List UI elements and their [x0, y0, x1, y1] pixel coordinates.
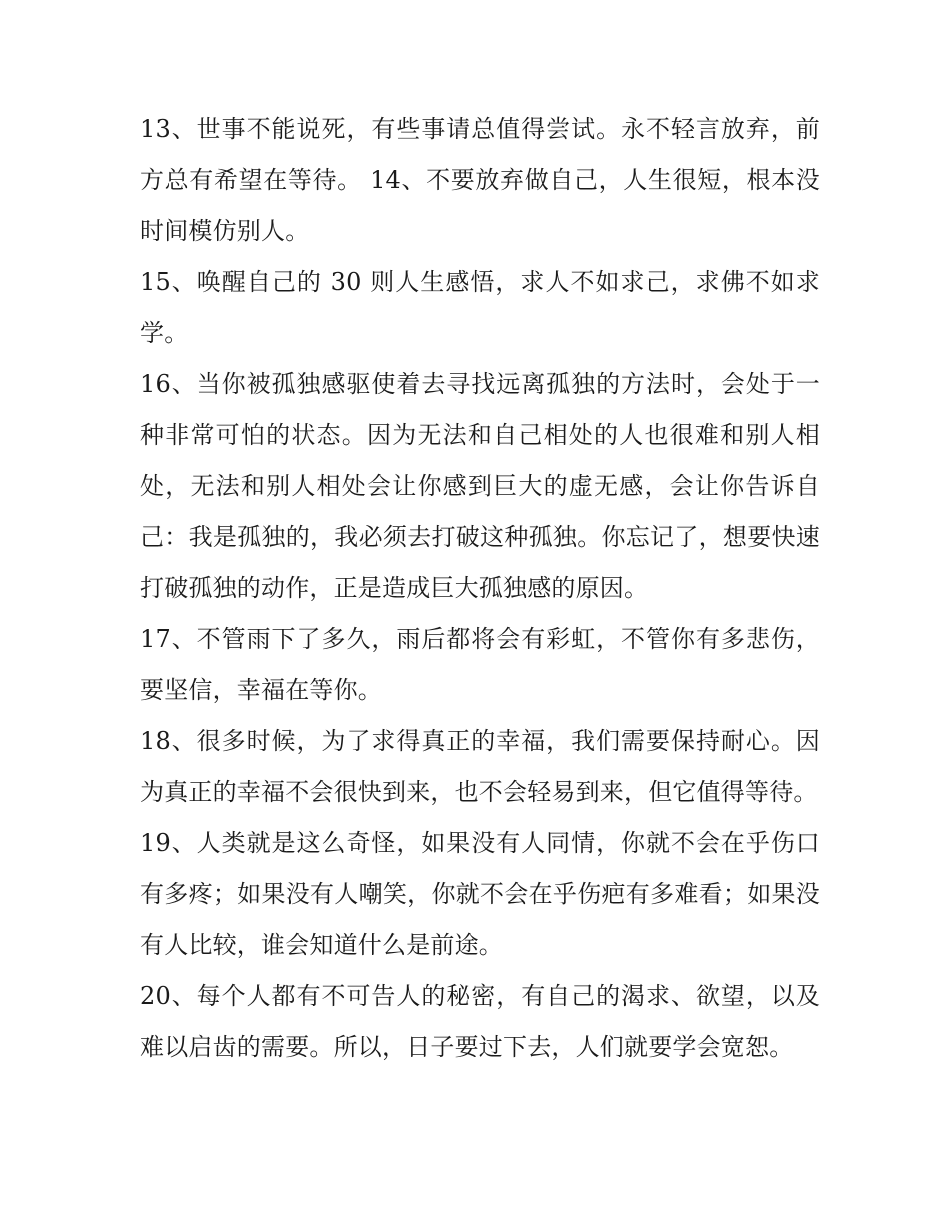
paragraph-17: 17、不管雨下了多久，雨后都将会有彩虹，不管你有多悲伤，要坚信，幸福在等你。: [140, 625, 820, 704]
paragraph-15: 15、唤醒自己的 30 则人生感悟，求人不如求己，求佛不如求学。: [140, 268, 820, 347]
paragraph-20: 20、每个人都有不可告人的秘密，有自己的渴求、欲望，以及难以启齿的需要。所以，日子要过下去，人们就要学会宽恕。: [140, 982, 820, 1061]
document-body: [140, 104, 820, 1073]
paragraph-16: 16、当你被孤独感驱使着去寻找远离孤独的方法时，会处于一种非常可怕的状态。因为无法和自己相处的人也很难和别人相处，无法和别人相处会让你感到巨大的虚无感，会让你告诉自己：我是孤独的，我必须去打破这种孤独。你忘记了，想要快速打破孤独的动作，正是造成巨大孤独感的原因。: [140, 370, 820, 602]
paragraph-18: 18、很多时候，为了求得真正的幸福，我们需要保持耐心。因为真正的幸福不会很快到来，也不会轻易到来，但它值得等待。: [140, 727, 820, 806]
paragraph-13-14: 13、世事不能说死，有些事请总值得尝试。永不轻言放弃，前方总有希望在等待。 14、不要放弃做自己，人生很短，根本没时间模仿别人。: [140, 115, 820, 245]
paragraph-19: 19、人类就是这么奇怪，如果没有人同情，你就不会在乎伤口有多疼；如果没有人嘲笑，你就不会在乎伤疤有多难看；如果没有人比较，谁会知道什么是前途。: [140, 829, 820, 959]
